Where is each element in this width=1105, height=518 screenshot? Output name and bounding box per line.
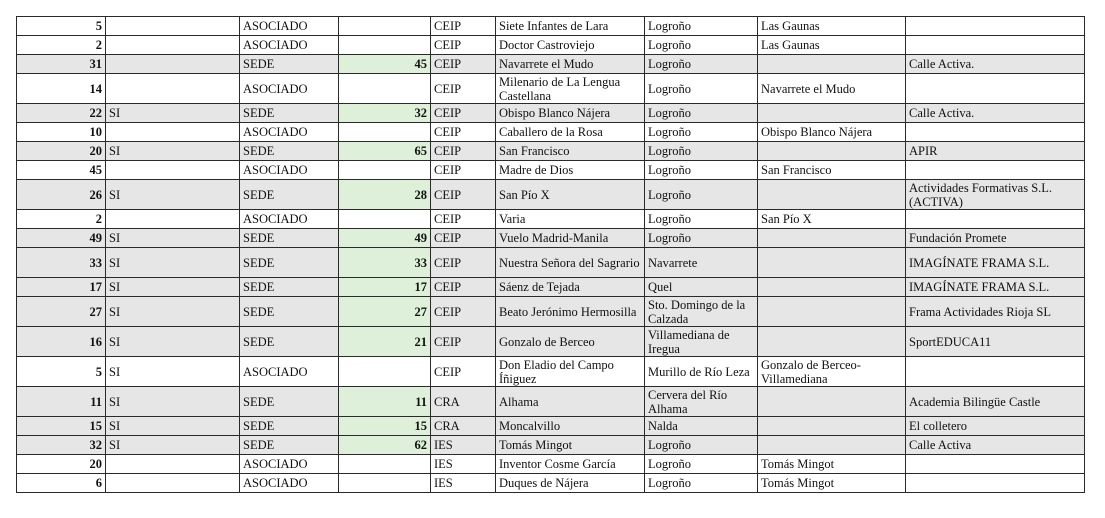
- type-cell: CEIP: [431, 74, 496, 104]
- provider-cell: [906, 357, 1085, 387]
- flag-cell: [106, 55, 240, 74]
- count-cell: 11: [17, 387, 106, 417]
- flag-cell: SI: [106, 248, 240, 278]
- participants-cell: 28: [339, 180, 431, 210]
- parent-school-cell: Tomás Mingot: [758, 474, 906, 493]
- table-row: [17, 436, 1085, 455]
- table-row: [17, 278, 1085, 297]
- participants-cell: 15: [339, 417, 431, 436]
- role-cell: ASOCIADO: [240, 474, 339, 493]
- locality-cell: Logroño: [645, 36, 758, 55]
- role-cell: SEDE: [240, 417, 339, 436]
- type-cell: IES: [431, 455, 496, 474]
- parent-school-cell: [758, 387, 906, 417]
- table-row: [17, 17, 1085, 36]
- flag-cell: SI: [106, 387, 240, 417]
- table-row: [17, 74, 1085, 104]
- school-name-cell: Vuelo Madrid-Manila: [496, 229, 645, 248]
- count-cell: 10: [17, 123, 106, 142]
- participants-cell: [339, 357, 431, 387]
- locality-cell: Logroño: [645, 161, 758, 180]
- type-cell: CEIP: [431, 229, 496, 248]
- school-name-cell: Beato Jerónimo Hermosilla: [496, 297, 645, 327]
- parent-school-cell: [758, 248, 906, 278]
- provider-cell: Calle Activa.: [906, 55, 1085, 74]
- locality-cell: Logroño: [645, 210, 758, 229]
- count-cell: 20: [17, 455, 106, 474]
- school-name-cell: San Pío X: [496, 180, 645, 210]
- count-cell: 31: [17, 55, 106, 74]
- parent-school-cell: Las Gaunas: [758, 17, 906, 36]
- role-cell: ASOCIADO: [240, 123, 339, 142]
- role-cell: SEDE: [240, 327, 339, 357]
- provider-cell: Fundación Promete: [906, 229, 1085, 248]
- count-cell: 32: [17, 436, 106, 455]
- type-cell: CEIP: [431, 210, 496, 229]
- role-cell: SEDE: [240, 55, 339, 74]
- school-name-cell: Don Eladio del Campo Íñiguez: [496, 357, 645, 387]
- participants-cell: 21: [339, 327, 431, 357]
- participants-cell: [339, 474, 431, 493]
- locality-cell: Logroño: [645, 436, 758, 455]
- type-cell: IES: [431, 474, 496, 493]
- flag-cell: [106, 474, 240, 493]
- role-cell: SEDE: [240, 142, 339, 161]
- role-cell: ASOCIADO: [240, 74, 339, 104]
- provider-cell: [906, 74, 1085, 104]
- count-cell: 17: [17, 278, 106, 297]
- provider-cell: [906, 161, 1085, 180]
- participants-cell: 65: [339, 142, 431, 161]
- count-cell: 20: [17, 142, 106, 161]
- locality-cell: Navarrete: [645, 248, 758, 278]
- type-cell: CEIP: [431, 357, 496, 387]
- locality-cell: Logroño: [645, 104, 758, 123]
- participants-cell: 62: [339, 436, 431, 455]
- flag-cell: SI: [106, 278, 240, 297]
- provider-cell: APIR: [906, 142, 1085, 161]
- school-name-cell: Inventor Cosme García: [496, 455, 645, 474]
- provider-cell: [906, 36, 1085, 55]
- parent-school-cell: [758, 142, 906, 161]
- table-row: [17, 474, 1085, 493]
- parent-school-cell: Las Gaunas: [758, 36, 906, 55]
- provider-cell: [906, 455, 1085, 474]
- role-cell: SEDE: [240, 387, 339, 417]
- parent-school-cell: Gonzalo de Berceo-Villamediana: [758, 357, 906, 387]
- provider-cell: IMAGÍNATE FRAMA S.L.: [906, 278, 1085, 297]
- type-cell: CEIP: [431, 17, 496, 36]
- participants-cell: [339, 123, 431, 142]
- flag-cell: SI: [106, 229, 240, 248]
- participants-cell: [339, 455, 431, 474]
- provider-cell: [906, 474, 1085, 493]
- count-cell: 6: [17, 474, 106, 493]
- type-cell: CEIP: [431, 104, 496, 123]
- role-cell: ASOCIADO: [240, 17, 339, 36]
- school-name-cell: Doctor Castroviejo: [496, 36, 645, 55]
- schools-table-wrapper: [16, 16, 1085, 493]
- table-row: [17, 104, 1085, 123]
- school-name-cell: Varia: [496, 210, 645, 229]
- school-name-cell: Duques de Nájera: [496, 474, 645, 493]
- type-cell: CRA: [431, 417, 496, 436]
- participants-cell: 11: [339, 387, 431, 417]
- flag-cell: [106, 455, 240, 474]
- table-row: [17, 36, 1085, 55]
- locality-cell: Villamediana de Iregua: [645, 327, 758, 357]
- count-cell: 5: [17, 357, 106, 387]
- type-cell: CEIP: [431, 36, 496, 55]
- flag-cell: SI: [106, 142, 240, 161]
- role-cell: SEDE: [240, 278, 339, 297]
- parent-school-cell: Obispo Blanco Nájera: [758, 123, 906, 142]
- parent-school-cell: San Francisco: [758, 161, 906, 180]
- count-cell: 2: [17, 210, 106, 229]
- flag-cell: [106, 210, 240, 229]
- type-cell: CEIP: [431, 123, 496, 142]
- parent-school-cell: [758, 436, 906, 455]
- type-cell: CRA: [431, 387, 496, 417]
- flag-cell: [106, 36, 240, 55]
- participants-cell: 32: [339, 104, 431, 123]
- table-row: [17, 210, 1085, 229]
- flag-cell: SI: [106, 417, 240, 436]
- table-row: [17, 142, 1085, 161]
- flag-cell: [106, 74, 240, 104]
- type-cell: CEIP: [431, 142, 496, 161]
- role-cell: SEDE: [240, 436, 339, 455]
- table-row: [17, 455, 1085, 474]
- schools-table: [16, 16, 1085, 493]
- type-cell: CEIP: [431, 278, 496, 297]
- locality-cell: Sto. Domingo de la Calzada: [645, 297, 758, 327]
- type-cell: CEIP: [431, 248, 496, 278]
- type-cell: CEIP: [431, 327, 496, 357]
- provider-cell: [906, 123, 1085, 142]
- flag-cell: SI: [106, 180, 240, 210]
- school-name-cell: Sáenz de Tejada: [496, 278, 645, 297]
- flag-cell: [106, 161, 240, 180]
- type-cell: CEIP: [431, 180, 496, 210]
- flag-cell: SI: [106, 104, 240, 123]
- locality-cell: Logroño: [645, 229, 758, 248]
- participants-cell: [339, 17, 431, 36]
- participants-cell: [339, 161, 431, 180]
- table-row: [17, 417, 1085, 436]
- locality-cell: Nalda: [645, 417, 758, 436]
- participants-cell: 49: [339, 229, 431, 248]
- locality-cell: Logroño: [645, 474, 758, 493]
- participants-cell: 17: [339, 278, 431, 297]
- locality-cell: Logroño: [645, 180, 758, 210]
- type-cell: CEIP: [431, 297, 496, 327]
- role-cell: SEDE: [240, 104, 339, 123]
- role-cell: ASOCIADO: [240, 161, 339, 180]
- parent-school-cell: Navarrete el Mudo: [758, 74, 906, 104]
- school-name-cell: San Francisco: [496, 142, 645, 161]
- role-cell: ASOCIADO: [240, 357, 339, 387]
- parent-school-cell: [758, 278, 906, 297]
- count-cell: 16: [17, 327, 106, 357]
- participants-cell: [339, 210, 431, 229]
- locality-cell: Logroño: [645, 455, 758, 474]
- count-cell: 22: [17, 104, 106, 123]
- table-row: [17, 55, 1085, 74]
- locality-cell: Logroño: [645, 74, 758, 104]
- table-row: [17, 387, 1085, 417]
- provider-cell: Calle Activa.: [906, 104, 1085, 123]
- flag-cell: [106, 123, 240, 142]
- role-cell: SEDE: [240, 297, 339, 327]
- count-cell: 2: [17, 36, 106, 55]
- parent-school-cell: [758, 327, 906, 357]
- participants-cell: [339, 74, 431, 104]
- count-cell: 27: [17, 297, 106, 327]
- provider-cell: [906, 210, 1085, 229]
- school-name-cell: Milenario de La Lengua Castellana: [496, 74, 645, 104]
- role-cell: SEDE: [240, 229, 339, 248]
- locality-cell: Logroño: [645, 55, 758, 74]
- parent-school-cell: Tomás Mingot: [758, 455, 906, 474]
- provider-cell: Frama Actividades Rioja SL: [906, 297, 1085, 327]
- locality-cell: Cervera del Río Alhama: [645, 387, 758, 417]
- participants-cell: 45: [339, 55, 431, 74]
- count-cell: 14: [17, 74, 106, 104]
- school-name-cell: Nuestra Señora del Sagrario: [496, 248, 645, 278]
- table-row: [17, 357, 1085, 387]
- parent-school-cell: [758, 297, 906, 327]
- flag-cell: SI: [106, 357, 240, 387]
- participants-cell: 27: [339, 297, 431, 327]
- table-row: [17, 248, 1085, 278]
- role-cell: ASOCIADO: [240, 210, 339, 229]
- table-body: [17, 17, 1085, 493]
- type-cell: CEIP: [431, 161, 496, 180]
- school-name-cell: Tomás Mingot: [496, 436, 645, 455]
- participants-cell: 33: [339, 248, 431, 278]
- parent-school-cell: [758, 417, 906, 436]
- role-cell: ASOCIADO: [240, 455, 339, 474]
- role-cell: ASOCIADO: [240, 36, 339, 55]
- provider-cell: Actividades Formativas S.L. (ACTIVA): [906, 180, 1085, 210]
- parent-school-cell: [758, 180, 906, 210]
- locality-cell: Logroño: [645, 123, 758, 142]
- locality-cell: Murillo de Río Leza: [645, 357, 758, 387]
- school-name-cell: Siete Infantes de Lara: [496, 17, 645, 36]
- role-cell: SEDE: [240, 248, 339, 278]
- provider-cell: SportEDUCA11: [906, 327, 1085, 357]
- flag-cell: SI: [106, 327, 240, 357]
- parent-school-cell: [758, 229, 906, 248]
- locality-cell: Quel: [645, 278, 758, 297]
- count-cell: 26: [17, 180, 106, 210]
- parent-school-cell: [758, 104, 906, 123]
- table-row: [17, 180, 1085, 210]
- flag-cell: [106, 17, 240, 36]
- school-name-cell: Moncalvillo: [496, 417, 645, 436]
- role-cell: SEDE: [240, 180, 339, 210]
- provider-cell: IMAGÍNATE FRAMA S.L.: [906, 248, 1085, 278]
- table-row: [17, 327, 1085, 357]
- count-cell: 45: [17, 161, 106, 180]
- flag-cell: SI: [106, 436, 240, 455]
- flag-cell: SI: [106, 297, 240, 327]
- count-cell: 49: [17, 229, 106, 248]
- type-cell: CEIP: [431, 55, 496, 74]
- parent-school-cell: [758, 55, 906, 74]
- school-name-cell: Caballero de la Rosa: [496, 123, 645, 142]
- provider-cell: Academia Bilingüe Castle: [906, 387, 1085, 417]
- table-row: [17, 123, 1085, 142]
- provider-cell: [906, 17, 1085, 36]
- participants-cell: [339, 36, 431, 55]
- school-name-cell: Navarrete el Mudo: [496, 55, 645, 74]
- school-name-cell: Madre de Dios: [496, 161, 645, 180]
- locality-cell: Logroño: [645, 142, 758, 161]
- table-row: [17, 161, 1085, 180]
- table-row: [17, 297, 1085, 327]
- provider-cell: Calle Activa: [906, 436, 1085, 455]
- count-cell: 5: [17, 17, 106, 36]
- count-cell: 33: [17, 248, 106, 278]
- locality-cell: Logroño: [645, 17, 758, 36]
- school-name-cell: Alhama: [496, 387, 645, 417]
- school-name-cell: Gonzalo de Berceo: [496, 327, 645, 357]
- count-cell: 15: [17, 417, 106, 436]
- table-row: [17, 229, 1085, 248]
- provider-cell: El colletero: [906, 417, 1085, 436]
- parent-school-cell: San Pío X: [758, 210, 906, 229]
- school-name-cell: Obispo Blanco Nájera: [496, 104, 645, 123]
- type-cell: IES: [431, 436, 496, 455]
